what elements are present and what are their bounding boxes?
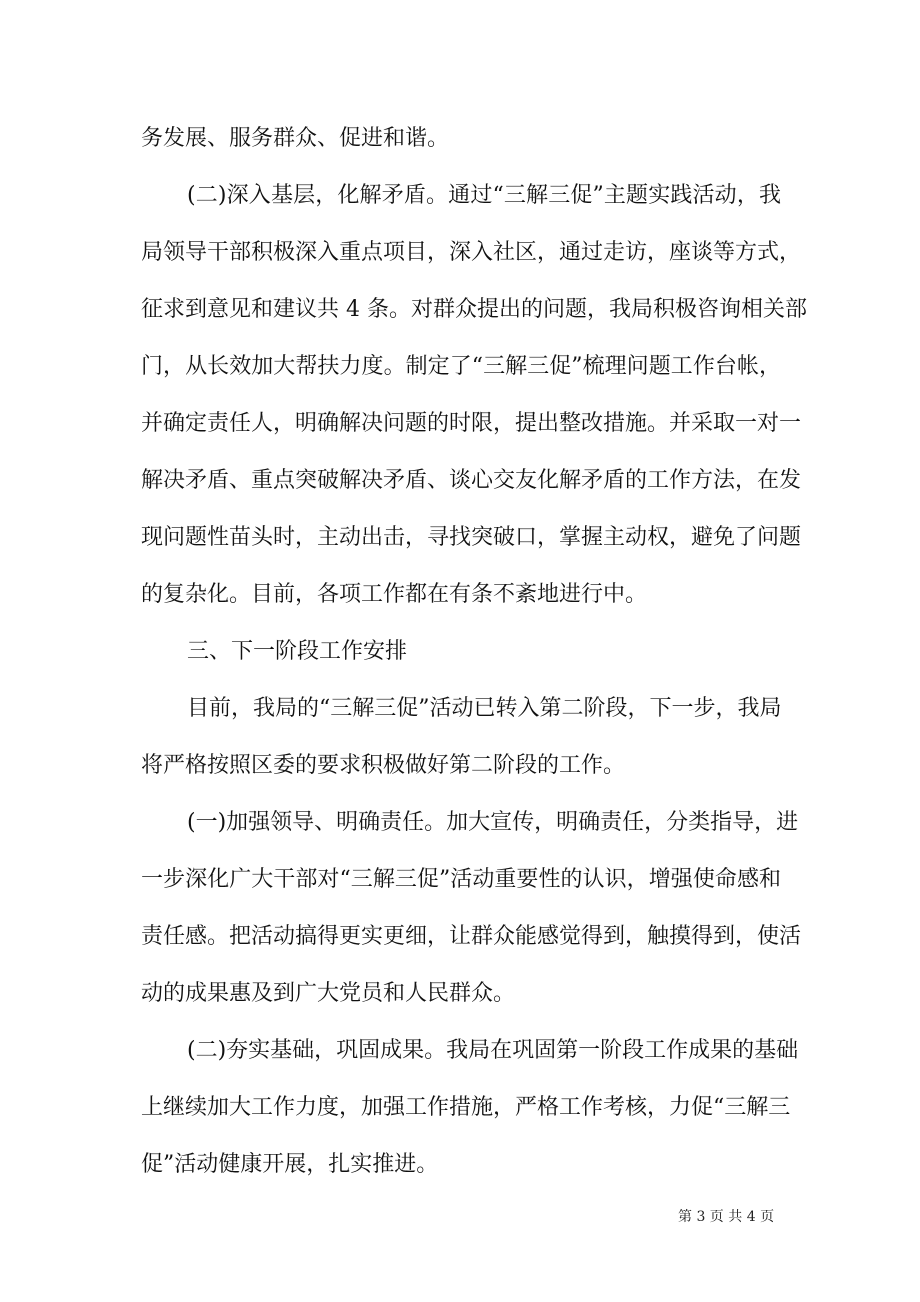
text-line: 上继续加大工作力度，加强工作措施，严格工作考核，力促“三解三	[141, 1095, 791, 1120]
text-line: 责任感。把活动搞得更实更细，让群众能感觉得到，触摸得到，使活	[141, 924, 802, 949]
text-line: 将严格按照区委的要求积极做好第二阶段的工作。	[141, 753, 626, 778]
text-line: 务发展、服务群众、促进和谐。	[141, 126, 450, 151]
text-line: 目前，我局的“三解三促”活动已转入第二阶段，下一步，我局	[187, 696, 782, 721]
text-line: 并确定责任人，明确解决问题的时限，提出整改措施。并采取一对一	[141, 411, 802, 436]
section-heading: 三、下一阶段工作安排	[187, 639, 408, 664]
text-line: 促”活动健康开展，扎实推进。	[141, 1152, 439, 1177]
page-number: 第 3 页 共 4 页	[678, 1209, 775, 1225]
text-line: 门，从长效加大帮扶力度。制定了“三解三促”梳理问题工作台帐，	[141, 354, 781, 379]
text-line: (一)加强领导、明确责任。加大宣传，明确责任，分类指导，进	[187, 810, 799, 835]
text-line: 解决矛盾、重点突破解决矛盾、谈心交友化解矛盾的工作方法，在发	[141, 468, 802, 493]
text-line: 现问题性苗头时，主动出击，寻找突破口，掌握主动权，避免了问题	[141, 525, 802, 550]
text-line: 的复杂化。目前，各项工作都在有条不紊地进行中。	[141, 582, 648, 607]
text-line: (二)深入基层，化解矛盾。通过“三解三促”主题实践活动，我	[187, 183, 781, 208]
text-line: (二)夯实基础，巩固成果。我局在巩固第一阶段工作成果的基础	[187, 1038, 799, 1063]
text-line: 动的成果惠及到广大党员和人民群众。	[141, 981, 516, 1006]
text-line: 一步深化广大干部对“三解三促”活动重要性的认识，增强使命感和	[141, 867, 781, 892]
text-line: 局领导干部积极深入重点项目，深入社区，通过走访，座谈等方式，	[141, 240, 802, 265]
text-line: 征求到意见和建议共 4 条。对群众提出的问题，我局积极咨询相关部	[141, 297, 807, 322]
